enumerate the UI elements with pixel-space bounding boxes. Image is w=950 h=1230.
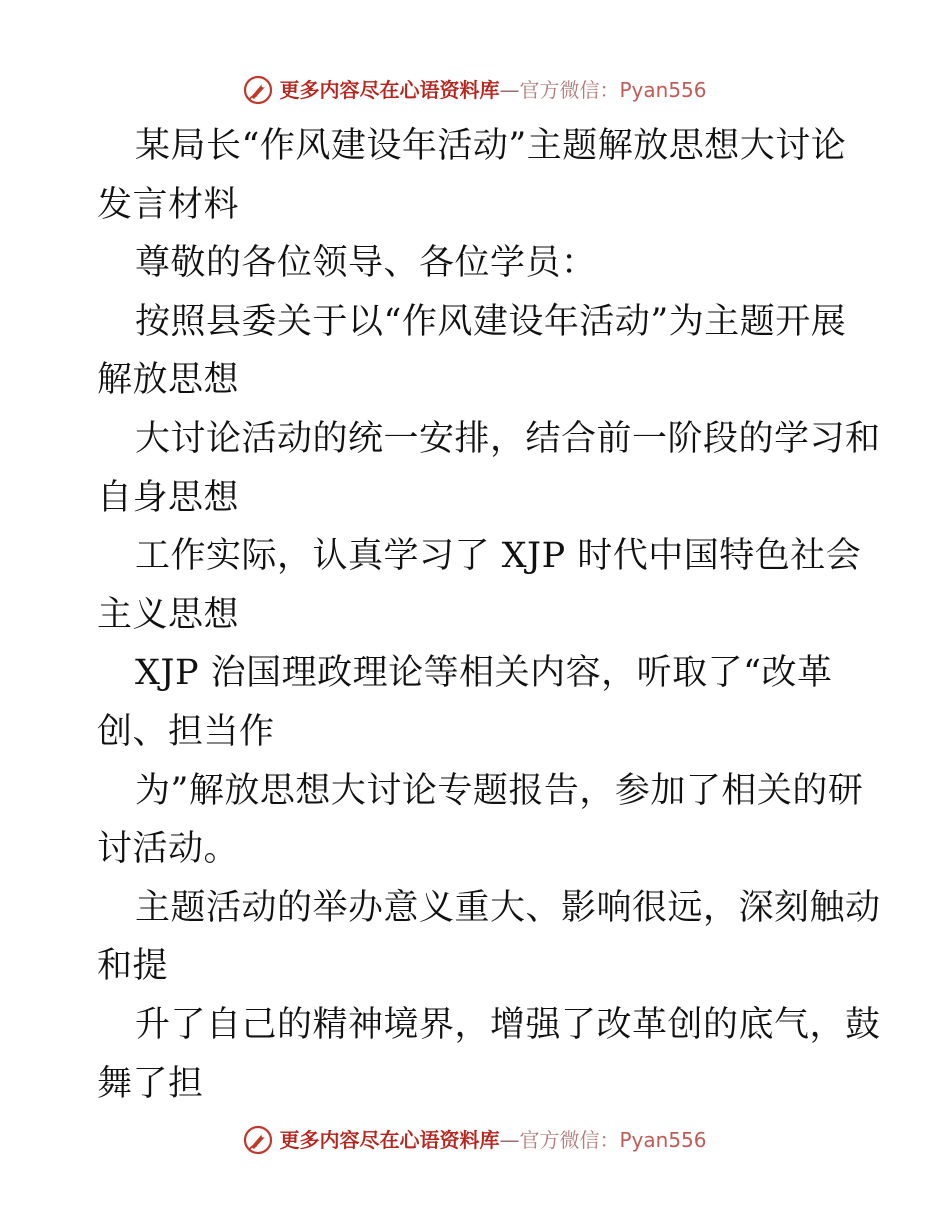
document-line: XJP 治国理政理论等相关内容，听取了“改革 [135,653,833,694]
document-line: 尊敬的各位领导、各位学员： [135,243,597,284]
document-line: 和提 [97,946,169,987]
header-banner-text [279,75,706,105]
header-banner [0,70,950,110]
document-line: 解放思想 [97,360,240,401]
document-line: 大讨论活动的统一安排，结合前一阶段的学习和 [135,418,881,459]
pen-nib-logo-icon [243,75,273,105]
document-line: 按照县委关于以“作风建设年活动”为主题开展 [135,301,847,342]
document-line: 升了自己的精神境界，增强了改革创的底气，鼓 [135,1004,881,1045]
document-line: 某局长“作风建设年活动”主题解放思想大讨论 [135,126,847,166]
document-line: 发言材料 [97,184,240,225]
document-line: 讨活动。 [97,829,240,870]
document-line: 主义思想 [97,594,240,635]
footer-banner-title: 更多内容尽在心语资料库 [279,1128,500,1152]
document-body [97,117,881,1113]
document-line: 为”解放思想大讨论专题报告，参加了相关的研 [135,770,864,811]
footer-banner [0,1120,950,1160]
document-line: 自身思想 [97,477,240,518]
pen-nib-logo-icon [243,1125,273,1155]
document-line: 工作实际，认真学习了 XJP 时代中国特色社会 [135,536,862,577]
header-banner-wechat-id: Pyan556 [619,78,707,102]
header-banner-title: 更多内容尽在心语资料库 [279,78,500,102]
footer-banner-separator: — [499,1128,520,1152]
header-banner-separator: — [499,78,520,102]
footer-banner-wechat-id: Pyan556 [619,1128,707,1152]
document-line: 舞了担 [97,1063,204,1104]
footer-banner-wechat-label: 官方微信： [519,1128,620,1152]
document-line: 主题活动的举办意义重大、影响很远，深刻触动 [135,887,881,928]
header-banner-wechat-label: 官方微信： [519,78,620,102]
document-line: 创、担当作 [97,711,275,752]
footer-banner-text [279,1125,706,1155]
